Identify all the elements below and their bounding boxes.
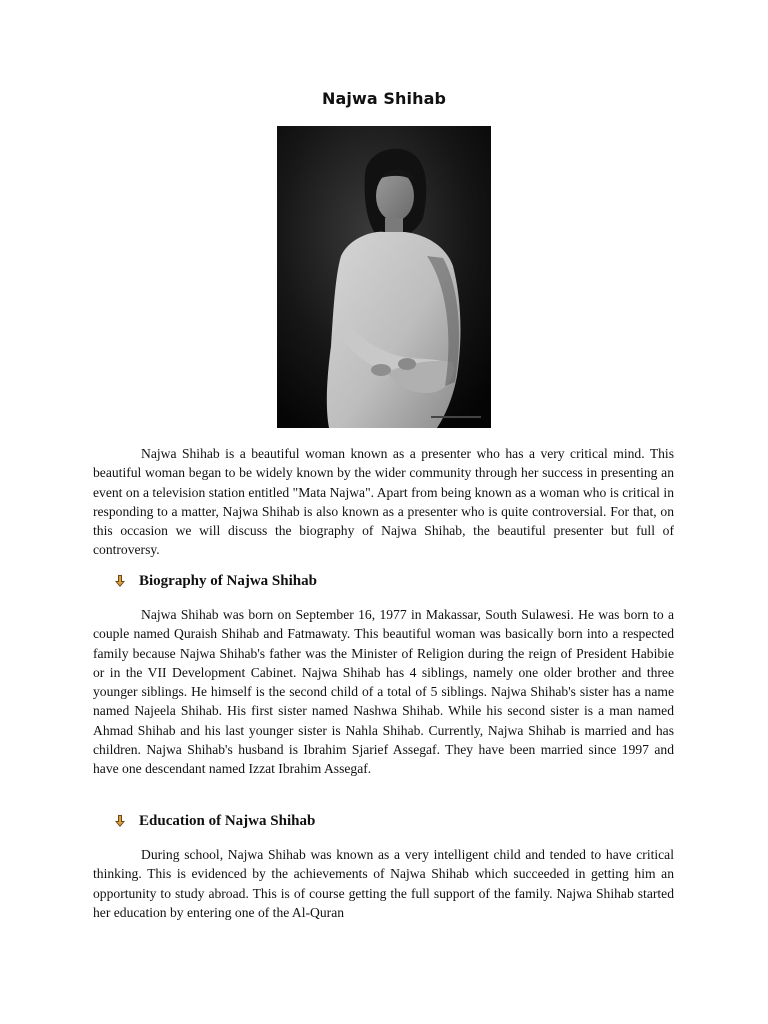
arrow-bullet-icon: [114, 574, 126, 588]
intro-text: Najwa Shihab is a beautiful woman known as a presenter who has a very critical mind. This beautiful woman began to be widely known by the wider community through her success in presenting an event on a television station entitled "Mata Najwa". Apart from being known as a woman who is critical in responding to a matter, Najwa Shihab is also known as a presenter who is quite controversial. For that, on this occasion we will discuss the biography of Najwa Shihab, the beautiful presenter but full of controversy.: [93, 446, 674, 558]
portrait-photo: [277, 126, 491, 428]
page-title: Najwa Shihab: [321, 89, 447, 108]
biography-text: Najwa Shihab was born on September 16, 1977 in Makassar, South Sulawesi. He was born to a couple named Quraish Shihab and Fatmawaty. This beautiful woman was basically born into a respected family because Najwa Shihab's father was the Minister of Religion during the reign of President Habibie or in the VII Development Cabinet. Najwa Shihab has 4 siblings, namely one older brother and three younger siblings. He himself is the second child of a total of 5 siblings. Najwa Shihab's sister has a name named Najeela Shihab. His first sister named Nashwa Shihab. While his second sister is a man named Ahmad Shihab and his last younger sister is Nahla Shihab. Currently, Najwa Shihab is married and has children. Najwa Shihab's husband is Ibrahim Sjarief Assegaf. They have been married since 1997 and have one descendant named Izzat Ibrahim Assegaf.: [93, 607, 674, 777]
section-heading-label: Education of Najwa Shihab: [139, 812, 316, 829]
arrow-bullet-icon: [114, 814, 126, 828]
biography-paragraph: [93, 605, 674, 779]
education-text: During school, Najwa Shihab was known as a very intelligent child and tended to have critical thinking. This is evidenced by the achievements of Najwa Shihab which succeeded in getting him an opportunity to study abroad. This is of course getting the full support of the family. Najwa Shihab started her education by entering one of the Al-Quran: [93, 847, 674, 920]
section-heading-education: [114, 811, 315, 831]
section-heading-biography: [114, 571, 317, 591]
section-heading-label: Biography of Najwa Shihab: [139, 572, 317, 589]
intro-paragraph: [93, 444, 674, 560]
education-paragraph: [93, 845, 674, 922]
